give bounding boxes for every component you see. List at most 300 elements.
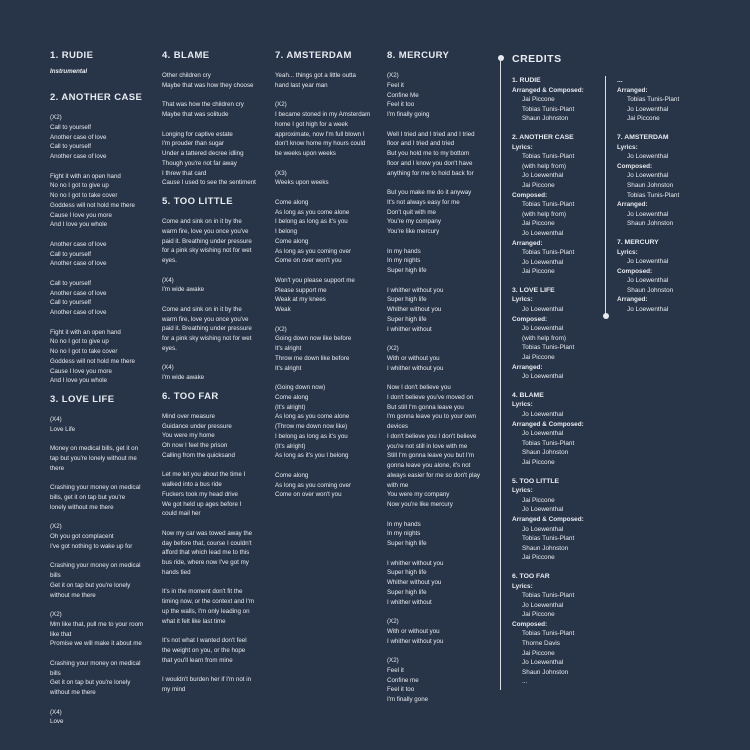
stanza-gap bbox=[162, 461, 268, 471]
lyric-line: for a pink sky wishing not for wet bbox=[162, 335, 252, 342]
lyric-line: In my hands bbox=[387, 520, 421, 528]
lyric-line: tap but you're lonely without me bbox=[50, 455, 137, 462]
lyric-line: Super high life bbox=[387, 540, 427, 547]
song-title: 6. TOO FAR bbox=[162, 390, 219, 402]
credit-role: Composed: bbox=[617, 267, 653, 275]
lyric-line: You're my company bbox=[387, 218, 441, 226]
stanza-gap bbox=[387, 120, 493, 130]
lyric-line: (X2) bbox=[275, 101, 287, 109]
credit-name: Jo Loewenthal bbox=[627, 258, 669, 266]
lyric-line: (X4) bbox=[50, 708, 62, 716]
stanza-gap bbox=[162, 519, 268, 529]
lyric-line: approximate, now I'm full blown I bbox=[275, 130, 365, 138]
lyric-line: be weeks upon weeks bbox=[275, 150, 336, 157]
lyric-line: Get it on tap but you're lonely bbox=[50, 581, 131, 589]
lyric-line: As long as you coming over bbox=[275, 247, 352, 255]
lyric-line: I don't believe you've moved on bbox=[387, 393, 474, 401]
lyric-line: Another case of love bbox=[50, 153, 107, 160]
credit-song-title: 4. BLAME bbox=[512, 391, 544, 399]
lyric-line: (X2) bbox=[275, 325, 287, 333]
lyric-line: don't know home my hours could bbox=[275, 140, 366, 148]
lyric-line: I belong bbox=[275, 228, 298, 235]
credit-name: Shaun Johnston bbox=[627, 181, 674, 189]
lyric-line: In my hands bbox=[387, 247, 421, 255]
credits-title: CREDITS bbox=[512, 53, 562, 65]
lyric-line: Love Life bbox=[50, 425, 76, 433]
section-gap bbox=[162, 383, 268, 391]
credit-song-title: 7. AMSTERDAM bbox=[617, 133, 669, 141]
lyric-line: Crashing your money on medical bbox=[50, 562, 141, 570]
stanza-gap bbox=[387, 549, 493, 559]
credit-name: Jai Piccone bbox=[522, 496, 555, 504]
lyric-line: Cause I love you more bbox=[50, 211, 112, 219]
stanza-gap bbox=[275, 373, 381, 383]
lyric-line: I whither without you bbox=[387, 637, 444, 645]
lyric-line: I'm finally going bbox=[387, 111, 430, 118]
lyric-line: my mind bbox=[162, 685, 186, 693]
lyric-line: (X4) bbox=[162, 364, 174, 372]
song-title: 3. LOVE LIFE bbox=[50, 394, 115, 405]
lyric-line: anything for me to hold back for bbox=[387, 169, 474, 177]
lyric-line: Another case of love bbox=[50, 133, 107, 141]
credits-gap bbox=[512, 382, 604, 391]
lyric-line: Another case of love bbox=[50, 240, 107, 248]
credits-gap bbox=[512, 468, 604, 477]
lyric-line: the weight on you, or the hope bbox=[162, 646, 246, 654]
section-gap bbox=[50, 84, 156, 92]
stanza-gap bbox=[162, 665, 268, 675]
credit-name: Shaun Johnston bbox=[522, 544, 569, 552]
lyric-line: (It's alright) bbox=[275, 403, 306, 411]
credit-name: Jo Loewenthal bbox=[522, 373, 564, 381]
credit-role: Composed: bbox=[512, 315, 548, 323]
lyric-line: Come along bbox=[275, 471, 309, 479]
credit-name: (with help from) bbox=[522, 210, 567, 218]
stanza-gap bbox=[50, 162, 156, 172]
stanza-gap bbox=[275, 461, 381, 471]
credit-name: Jai Piccone bbox=[522, 458, 555, 466]
lyric-line: It's in the moment don't fit the bbox=[162, 588, 243, 596]
stanza-gap bbox=[50, 552, 156, 562]
stanza-gap bbox=[275, 159, 381, 169]
lyric-line: Feel it bbox=[387, 81, 404, 89]
lyric-line: Please support me bbox=[275, 286, 327, 294]
lyric-line: No no I got to give up bbox=[50, 338, 109, 346]
lyric-line: I belong as long as it's you bbox=[275, 218, 348, 226]
credit-name: Tobias Tunis-Plant bbox=[522, 592, 575, 600]
lyric-line: paid it. Breathing under pressure bbox=[162, 237, 252, 245]
lyric-line: And I love you whole bbox=[50, 377, 108, 385]
stanza-gap bbox=[50, 698, 156, 708]
credit-name: Jo Loewenthal bbox=[522, 659, 564, 667]
lyric-line: Yeah... things got a little outta bbox=[275, 72, 356, 79]
stanza-gap bbox=[50, 474, 156, 484]
lyric-line: timing now, or the context and I'm bbox=[162, 598, 254, 605]
credit-name: Jai Piccone bbox=[522, 96, 555, 104]
lyric-line: bills, get it on tap but you're bbox=[50, 494, 126, 501]
lyric-line: You were my company bbox=[387, 491, 450, 499]
credit-name: Tobias Tunis-Plant bbox=[522, 630, 575, 638]
credit-name: Jo Loewenthal bbox=[627, 306, 669, 314]
lyric-line: No no I got to give up bbox=[50, 182, 109, 190]
lyric-line: Call to yourself bbox=[50, 143, 91, 151]
credit-song-title: 1. RUDIE bbox=[512, 77, 541, 84]
stanza-gap bbox=[387, 373, 493, 383]
credit-role: Arranged & Composed: bbox=[512, 420, 584, 428]
lyric-line: (X2) bbox=[50, 523, 62, 531]
lyric-line: eyes. bbox=[162, 344, 177, 352]
lyric-line: with me bbox=[387, 481, 409, 489]
credits-gap bbox=[617, 124, 717, 133]
lyric-line: gonna leave you alone, it's not bbox=[387, 462, 471, 469]
stanza-gap bbox=[275, 315, 381, 325]
lyric-line: Well I tried and I tried and I tried bbox=[387, 130, 475, 138]
stanza-gap bbox=[50, 600, 156, 610]
song-title: 5. TOO LITTLE bbox=[162, 196, 233, 207]
lyric-line: I belong as long as it's you bbox=[275, 432, 348, 440]
lyric-line: Super high life bbox=[387, 315, 427, 323]
lyric-line: Maybe that was solitude bbox=[162, 111, 229, 118]
song-subtitle: Instrumental bbox=[50, 68, 88, 75]
stanza-gap bbox=[162, 626, 268, 636]
lyric-line: Come on over won't you bbox=[275, 491, 342, 499]
stanza-gap bbox=[387, 178, 493, 188]
lyric-line: As long as it's you I belong bbox=[275, 452, 349, 460]
lyric-line: (X2) bbox=[50, 114, 62, 121]
lyric-line: bills bbox=[50, 669, 61, 677]
lyric-line: I'm finally gone bbox=[387, 696, 429, 703]
credit-name: Jo Loewenthal bbox=[522, 601, 564, 609]
lyric-line: Come and sink on in it by the bbox=[162, 218, 242, 225]
credit-name: Jai Piccone bbox=[522, 554, 555, 562]
lyric-line: Love bbox=[50, 718, 64, 726]
lyric-line: We got held up ages before I bbox=[162, 500, 242, 508]
credit-name: Shaun Johnston bbox=[627, 220, 674, 228]
lyric-line: warm fire, love you once you've bbox=[162, 315, 249, 323]
credit-role: Lyrics: bbox=[512, 296, 533, 304]
lyric-line: hands tied bbox=[162, 568, 191, 576]
section-gap bbox=[50, 386, 156, 394]
stanza-gap bbox=[162, 295, 268, 305]
lyric-line: No no I got to take cover bbox=[50, 348, 118, 355]
credit-role: Lyrics: bbox=[512, 487, 533, 495]
lyric-line: for a pink sky wishing not for wet bbox=[162, 247, 252, 255]
credit-name: Jai Piccone bbox=[522, 611, 555, 619]
credit-name: Tobias Tunis-Plant bbox=[522, 153, 575, 161]
lyric-line: Other children cry bbox=[162, 72, 211, 79]
lyric-line: (X2) bbox=[387, 72, 399, 79]
credit-song-title: ... bbox=[617, 77, 623, 84]
lyric-line: Though you're not far away bbox=[162, 159, 237, 167]
lyrics-column-4 bbox=[387, 50, 493, 705]
credit-name: Jo Loewenthal bbox=[627, 277, 669, 285]
lyric-line: But you make me do it anyway bbox=[387, 189, 472, 196]
lyric-line: Mind over measure bbox=[162, 412, 215, 420]
lyric-line: Cause I used to see the sentiment bbox=[162, 179, 256, 187]
stanza-gap bbox=[162, 354, 268, 364]
song-title: 8. MERCURY bbox=[387, 50, 450, 61]
stanza-gap bbox=[162, 91, 268, 101]
credit-role: Composed: bbox=[617, 162, 653, 170]
lyric-line: Super high life bbox=[387, 296, 427, 304]
lyric-line: With or without you bbox=[387, 627, 440, 635]
credit-name: Jo Loewenthal bbox=[627, 105, 669, 113]
lyric-line: (Going down now) bbox=[275, 384, 326, 391]
lyric-line: Under a tattered decree idling bbox=[162, 150, 244, 157]
lyric-line: I'm wide awake bbox=[162, 286, 205, 294]
credit-role: Arranged: bbox=[512, 363, 543, 371]
lyric-line: could mail her bbox=[162, 510, 201, 518]
lyric-line: But still I'm gonna leave you bbox=[387, 403, 464, 411]
lyric-line: It's alright bbox=[275, 345, 302, 352]
lyric-line: (It's alright) bbox=[275, 442, 306, 450]
lyric-line: Whither without you bbox=[387, 579, 442, 586]
lyric-line: Come and sink on in it by the bbox=[162, 305, 242, 313]
lyric-line: Longing for captive estate bbox=[162, 130, 233, 138]
credit-role: Composed: bbox=[512, 620, 548, 628]
lyric-line: (X2) bbox=[387, 345, 399, 352]
stanza-gap bbox=[387, 510, 493, 520]
credit-role: Lyrics: bbox=[512, 143, 533, 151]
lyric-line: Super high life bbox=[387, 267, 427, 274]
stanza-gap bbox=[50, 513, 156, 523]
credit-name: Jo Loewenthal bbox=[522, 258, 564, 266]
lyric-line: Call to yourself bbox=[50, 299, 91, 307]
lyric-line: Crashing your money on medical bbox=[50, 659, 141, 667]
lyric-line: I'm wide awake bbox=[162, 374, 205, 381]
lyric-line: Feel it bbox=[387, 666, 404, 674]
lyric-line: Won't you please support me bbox=[275, 276, 355, 284]
lyric-line: (X2) bbox=[387, 618, 399, 625]
credit-name: Tobias Tunis-Plant bbox=[522, 439, 575, 447]
lyrics-column-2 bbox=[162, 50, 268, 695]
lyric-line: Feel it too bbox=[387, 686, 415, 694]
lyric-line: Weeks upon weeks bbox=[275, 179, 329, 187]
credits-gap bbox=[512, 124, 604, 133]
credit-name: Tobias Tunis-Plant bbox=[522, 201, 575, 209]
credit-name: (with help from) bbox=[522, 334, 567, 342]
timeline-line-secondary bbox=[605, 76, 606, 316]
lyric-line: I wouldn't burden her if I'm not in bbox=[162, 676, 252, 683]
stanza-gap bbox=[275, 266, 381, 276]
lyric-line: With or without you bbox=[387, 354, 440, 362]
lyric-line: Come along bbox=[275, 198, 309, 206]
credit-name: Jo Loewenthal bbox=[522, 411, 564, 418]
credit-name: Jai Piccone bbox=[522, 268, 555, 276]
stanza-gap bbox=[50, 435, 156, 445]
stanza-gap bbox=[162, 578, 268, 588]
lyric-line: eyes. bbox=[162, 257, 177, 264]
lyric-line: In my nights bbox=[387, 530, 421, 538]
lyric-line: lonely without me there bbox=[50, 503, 114, 511]
lyric-line: Fuckers took my head drive bbox=[162, 490, 238, 498]
lyric-line: you're not still in love with me bbox=[387, 442, 468, 450]
lyric-line: floor and I tried and tried bbox=[387, 140, 455, 148]
lyric-line: (X4) bbox=[50, 416, 62, 423]
credit-role: Arranged: bbox=[617, 86, 648, 94]
lyric-line: without me there bbox=[50, 689, 96, 696]
lyric-line: Whither without you bbox=[387, 306, 442, 313]
credit-name: (with help from) bbox=[522, 162, 567, 170]
lyric-line: Confine me bbox=[387, 676, 419, 684]
credit-name: Jo Loewenthal bbox=[522, 229, 564, 237]
credit-song-title: 7. MERCURY bbox=[617, 238, 659, 246]
credit-name: Jai Piccone bbox=[522, 354, 555, 362]
lyric-line: I threw that card bbox=[162, 169, 207, 177]
lyric-line: there bbox=[50, 464, 65, 472]
lyric-line: warm fire, love you once you've bbox=[162, 227, 249, 235]
lyric-line: It's not what I wanted don't feel bbox=[162, 637, 247, 644]
credit-name: Jo Loewenthal bbox=[522, 506, 564, 514]
lyrics-column-1 bbox=[50, 50, 156, 727]
lyric-line: Weak at my knees bbox=[275, 296, 326, 304]
credit-name: Shaun Johnston bbox=[627, 286, 674, 294]
lyric-line: paid it. Breathing under pressure bbox=[162, 325, 252, 333]
lyric-line: I'm gonna leave you to your own bbox=[387, 413, 476, 421]
song-title: 1. RUDIE bbox=[50, 50, 94, 61]
stanza-gap bbox=[387, 237, 493, 247]
lyric-line: (Throw me down now like) bbox=[275, 423, 348, 430]
credit-name: Jo Loewenthal bbox=[627, 153, 669, 161]
credits-gap bbox=[617, 229, 717, 238]
lyric-line: Don't quit with me bbox=[387, 208, 436, 216]
lyric-line: Super high life bbox=[387, 569, 427, 577]
lyric-line: Another case of love bbox=[50, 260, 107, 268]
credit-name: Jo Loewenthal bbox=[522, 172, 564, 180]
lyric-line: Come on over won't you bbox=[275, 257, 342, 265]
stanza-gap bbox=[162, 120, 268, 130]
credit-name: Shaun Johnston bbox=[522, 668, 569, 676]
credit-name: Jai Piccone bbox=[627, 115, 660, 123]
lyric-line: (X2) bbox=[50, 611, 62, 618]
credit-name: Tobias Tunis-Plant bbox=[522, 344, 575, 352]
credit-role: Lyrics: bbox=[617, 248, 638, 256]
lyric-line: Come along bbox=[275, 237, 309, 245]
credits-column-1 bbox=[512, 76, 604, 687]
credit-name: Jo Loewenthal bbox=[522, 325, 564, 333]
lyric-line: Guidance under pressure bbox=[162, 422, 232, 430]
credit-role: Arranged & Composed: bbox=[512, 86, 584, 94]
lyric-line: I whither without bbox=[387, 598, 432, 606]
song-title: 4. BLAME bbox=[162, 50, 210, 61]
lyric-line: I don't believe you I don't believe bbox=[387, 432, 477, 440]
credit-name: Jai Piccone bbox=[522, 220, 555, 228]
lyric-line: As long as you come alone bbox=[275, 413, 350, 421]
lyric-line: Cause I love you more bbox=[50, 367, 112, 375]
lyric-line: Weak bbox=[275, 306, 291, 313]
lyric-line: Another case of love bbox=[50, 309, 107, 316]
lyric-line: Oh you got complacent bbox=[50, 533, 114, 540]
lyric-line: Maybe that was how they choose bbox=[162, 81, 254, 89]
credit-role: Lyrics: bbox=[512, 582, 533, 590]
lyric-line: Feel it too bbox=[387, 101, 415, 109]
credit-name: Jai Piccone bbox=[522, 181, 555, 189]
lyric-line: Goddess will not hold me there bbox=[50, 357, 135, 365]
lyric-line: without me there bbox=[50, 591, 96, 599]
credit-song-title: 6. TOO FAR bbox=[512, 572, 550, 580]
lyric-line: I've got nothing to wake up for bbox=[50, 542, 133, 550]
lyric-line: Super high life bbox=[387, 588, 427, 596]
section-gap bbox=[162, 188, 268, 196]
song-title: 7. AMSTERDAM bbox=[275, 50, 352, 61]
lyric-line: As long as you coming over bbox=[275, 481, 352, 489]
lyric-line: always easier for me so don't play bbox=[387, 471, 481, 479]
lyric-line: bus ride, where now I've got my bbox=[162, 559, 249, 566]
lyric-line: You're like mercury bbox=[387, 228, 440, 235]
lyric-line: Calling from the quicksand bbox=[162, 451, 235, 459]
lyric-line: (X4) bbox=[162, 276, 174, 284]
lyric-line: that you'll learn from mine bbox=[162, 656, 233, 664]
credits-gap bbox=[512, 563, 604, 572]
lyric-line: afford that which lead me to this bbox=[162, 549, 250, 557]
lyric-line: I whither without you bbox=[387, 364, 444, 372]
lyric-line: (X2) bbox=[387, 657, 399, 664]
credit-name: Jo Loewenthal bbox=[522, 525, 564, 533]
lyric-line: Call to yourself bbox=[50, 279, 91, 287]
lyric-line: Now I don't believe you bbox=[387, 384, 451, 391]
lyric-line: up the walls, I'm only leading on bbox=[162, 607, 250, 615]
credit-song-title: 3. LOVE LIFE bbox=[512, 286, 555, 294]
lyric-line: Mm like that, pull me to your room bbox=[50, 620, 144, 628]
stanza-gap bbox=[275, 91, 381, 101]
credit-role: Composed: bbox=[512, 191, 548, 199]
lyric-line: Come along bbox=[275, 393, 309, 401]
lyric-line: day before that, course I couldn't bbox=[162, 539, 252, 547]
lyric-line: Goddess will not hold me there bbox=[50, 201, 135, 209]
lyric-line: Another case of love bbox=[50, 289, 107, 297]
credit-name: Tobias Tunis-Plant bbox=[522, 249, 575, 257]
lyric-line: Oh now I feel the prison bbox=[162, 442, 228, 449]
lyric-line: devices bbox=[387, 423, 408, 430]
credit-role: Lyrics: bbox=[512, 401, 533, 409]
stanza-gap bbox=[162, 266, 268, 276]
stanza-gap bbox=[50, 649, 156, 659]
lyric-line: Now you're like mercury bbox=[387, 501, 453, 508]
song-title: 2. ANOTHER CASE bbox=[50, 92, 143, 103]
lyric-line: Call to yourself bbox=[50, 123, 91, 131]
lyric-line: Money on medical bills, get it on bbox=[50, 445, 139, 453]
credit-role: Arranged: bbox=[617, 296, 648, 304]
credit-name: Jo Loewenthal bbox=[627, 172, 669, 180]
lyric-line: Throw me down like before bbox=[275, 354, 350, 362]
credit-role: Arranged: bbox=[617, 201, 648, 209]
stanza-gap bbox=[387, 276, 493, 286]
timeline-line bbox=[500, 58, 501, 690]
lyric-line: I whither without you bbox=[387, 559, 444, 567]
lyric-line: hand last year man bbox=[275, 81, 328, 89]
credit-name: Thorne Davis bbox=[522, 640, 561, 648]
credit-name: ... bbox=[522, 678, 528, 686]
lyric-line: I whither without you bbox=[387, 286, 444, 294]
credit-name: Jo Loewenthal bbox=[522, 430, 564, 438]
stanza-gap bbox=[50, 269, 156, 279]
lyric-line: (X3) bbox=[275, 169, 287, 177]
lyrics-column-3 bbox=[275, 50, 381, 500]
credit-role: Lyrics: bbox=[617, 143, 638, 151]
lyric-line: But you hold me to my bottom bbox=[387, 150, 470, 157]
credit-role: Arranged & Composed: bbox=[512, 515, 584, 523]
lyric-line: Fight it with an open hand bbox=[50, 328, 121, 336]
stanza-gap bbox=[50, 318, 156, 328]
credit-role: Arranged: bbox=[512, 239, 543, 247]
lyric-line: As long as you come alone bbox=[275, 208, 350, 216]
credit-name: Tobias Tunis-Plant bbox=[627, 191, 680, 199]
lyric-line: That was how the children cry bbox=[162, 101, 244, 109]
lyric-line: Now my car was towed away the bbox=[162, 529, 253, 537]
credit-name: Jo Loewenthal bbox=[627, 210, 669, 218]
credit-name: Shaun Johnston bbox=[522, 115, 569, 123]
credit-name: Jai Piccone bbox=[522, 649, 555, 657]
